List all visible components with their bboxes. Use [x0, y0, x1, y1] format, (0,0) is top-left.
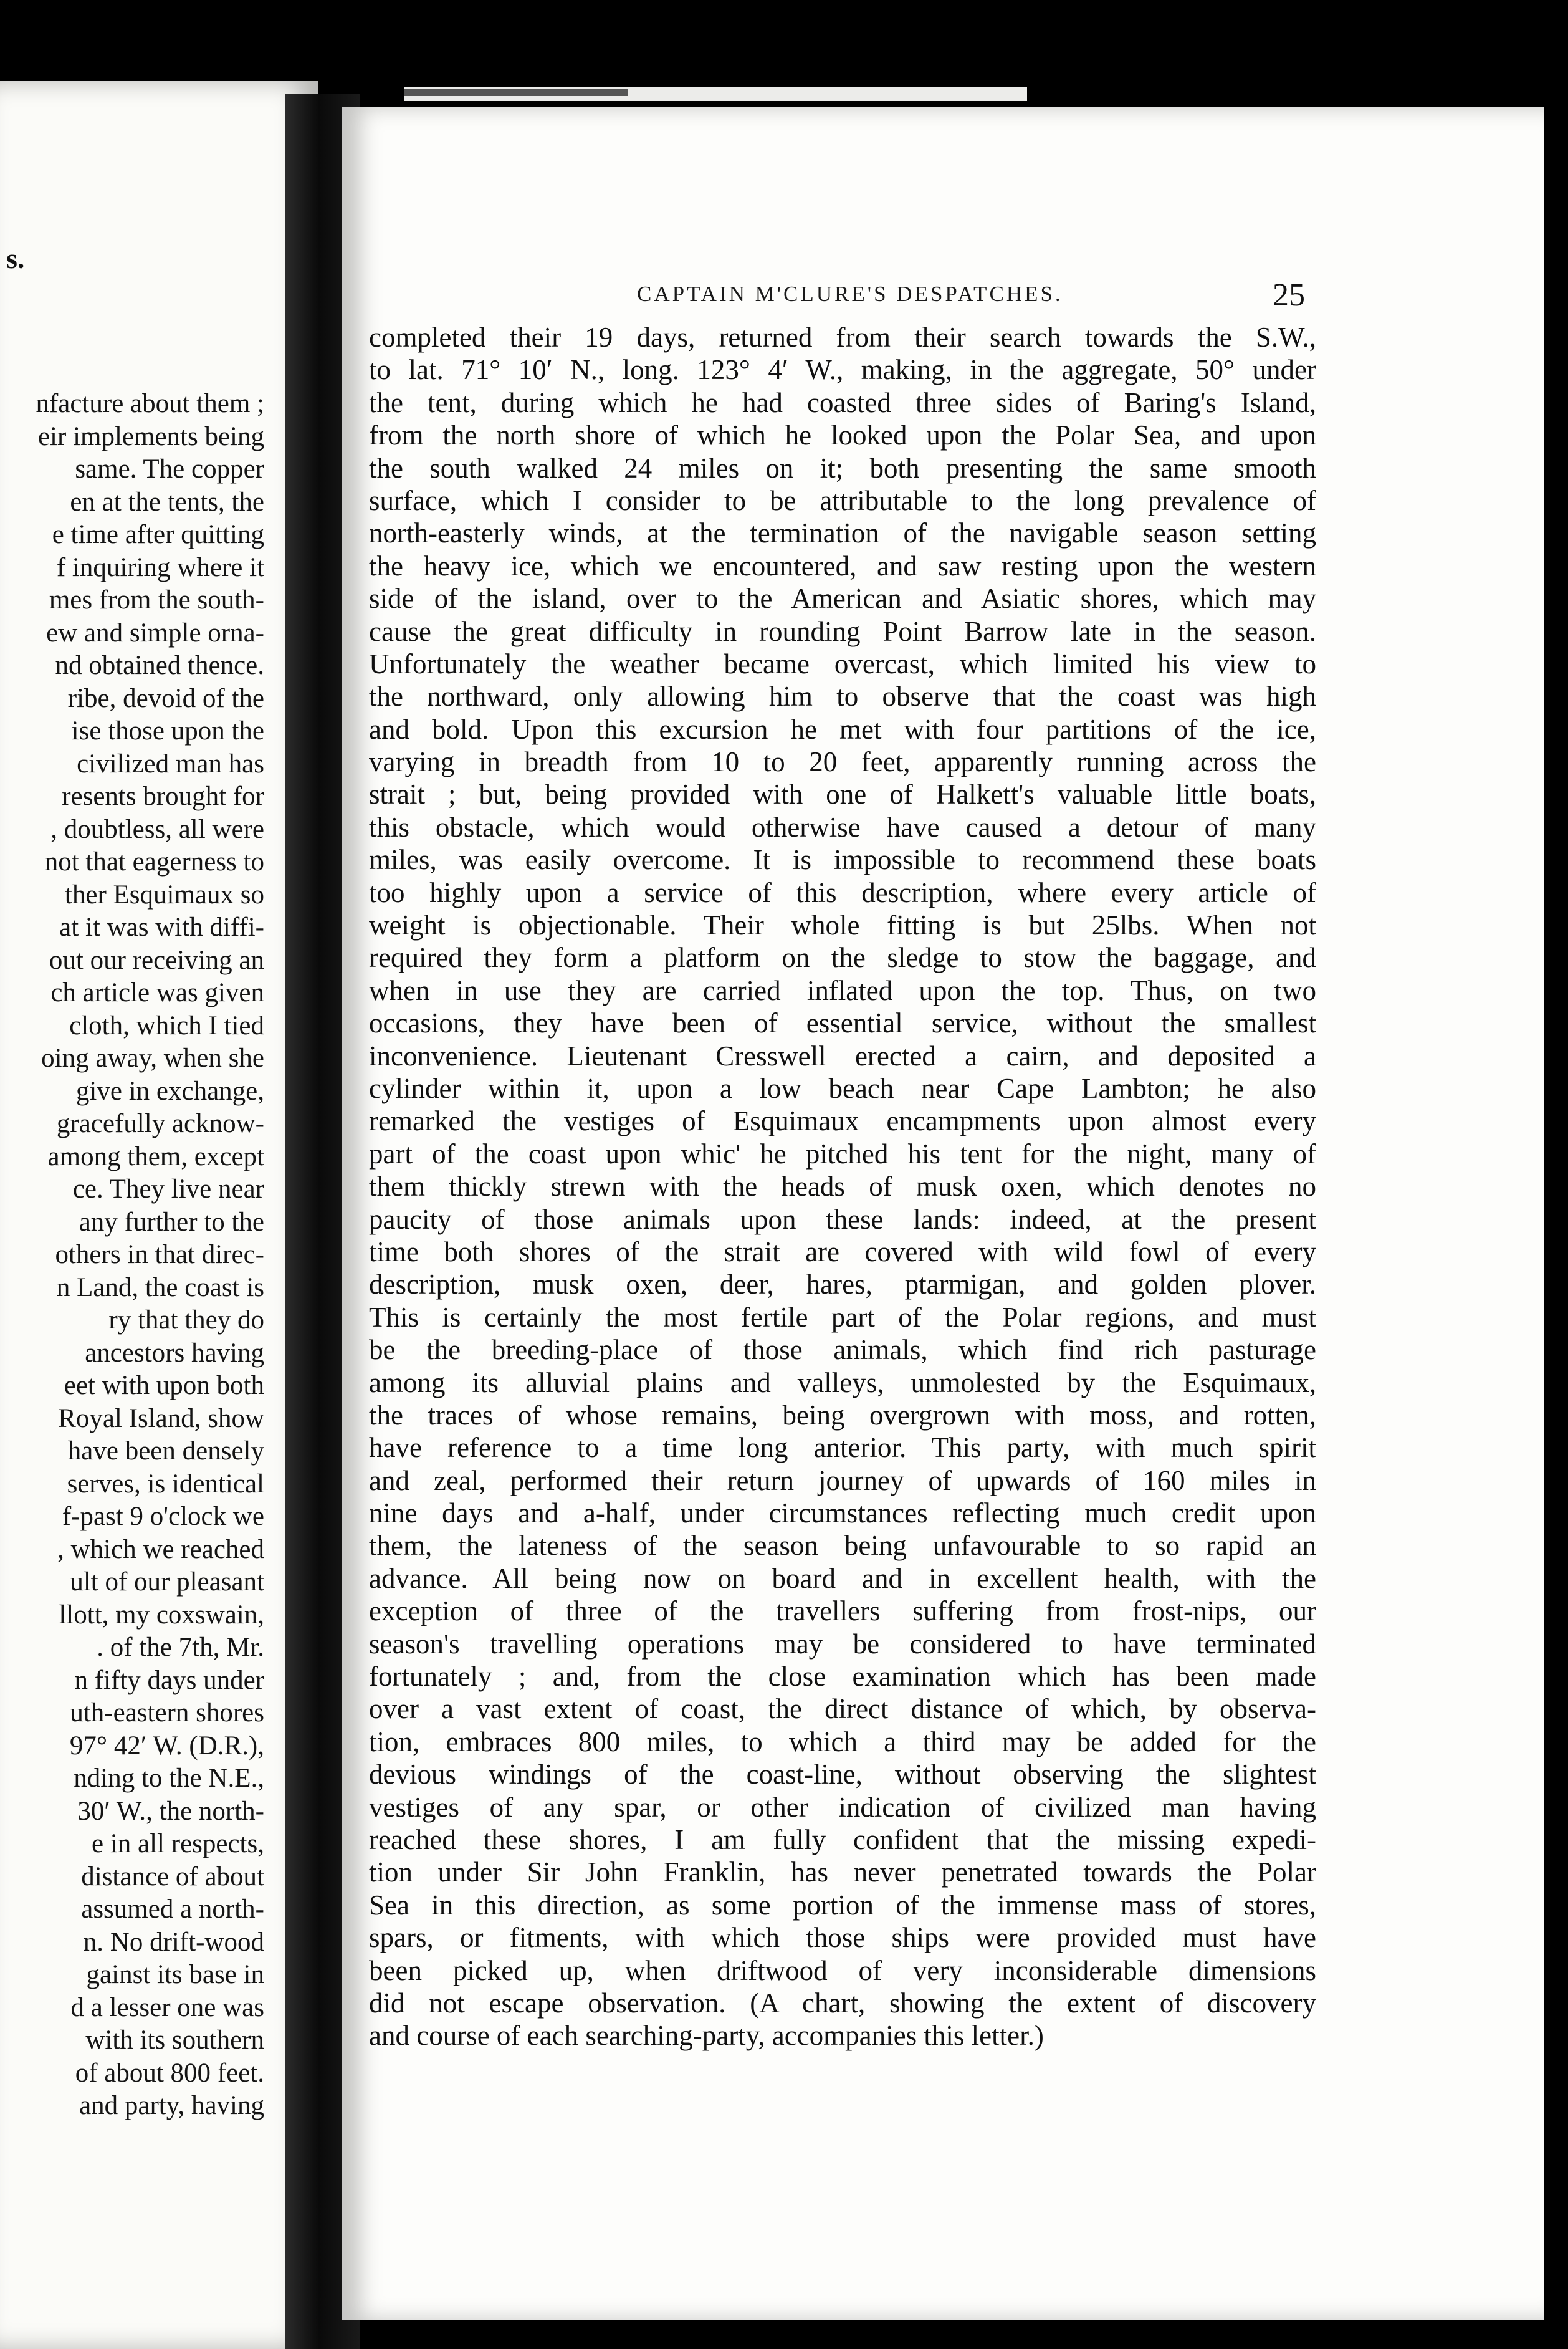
body-text-line: among its alluvial plains and valleys, unmolested by the Esquimaux, — [369, 1367, 1316, 1398]
left-text-line: ch article was given — [50, 978, 264, 1007]
left-text-line: ise those upon the — [71, 716, 264, 746]
body-text-line: cause the great difficulty in rounding Point Barrow late in the season. — [369, 615, 1316, 647]
left-text-line: 30′ W., the north- — [77, 1796, 264, 1826]
left-text-line: llott, my coxswain, — [59, 1600, 264, 1630]
left-text-line: ancestors having — [85, 1338, 264, 1368]
left-text-line: resents brought for — [62, 782, 264, 811]
body-text-line: fortunately ; and, from the close examination which has been made — [369, 1661, 1316, 1693]
body-text-line: and zeal, performed their return journey of upwards of 160 miles in — [369, 1464, 1316, 1496]
left-text-line: among them, except — [47, 1141, 264, 1171]
left-text-line: , which we reached — [57, 1534, 264, 1564]
left-text-line: e time after quitting — [52, 520, 264, 549]
left-text-line: ribe, devoid of the — [67, 683, 264, 713]
body-text-line: paucity of those animals upon these lands: indeed, at the present — [369, 1203, 1316, 1235]
left-text-line: n fifty days under — [74, 1665, 264, 1695]
left-text-line: eet with upon both — [64, 1371, 264, 1400]
edge-mark — [404, 89, 628, 96]
left-text-line: serves, is identical — [67, 1469, 264, 1499]
left-text-line: with its southern — [85, 2025, 264, 2055]
body-text-line: time both shores of the strait are covered with wild fowl of every — [369, 1236, 1316, 1267]
left-text-line: same. The copper — [75, 454, 264, 484]
body-text-line: the heavy ice, which we encountered, and saw resting upon the western — [369, 550, 1316, 582]
left-text-line: , doubtless, all were — [50, 814, 264, 844]
left-text-line: ew and simple orna- — [46, 618, 264, 648]
body-text-line: tion, embraces 800 miles, to which a third may be added for the — [369, 1726, 1316, 1757]
body-text-line: from the north shore of which he looked upon the Polar Sea, and upon — [369, 420, 1316, 451]
body-text-line: required they form a platform on the sledge to stow the baggage, and — [369, 942, 1316, 974]
left-text-line: give in exchange, — [75, 1076, 264, 1106]
body-text-line: cylinder within it, upon a low beach near Cape Lambton; he also — [369, 1072, 1316, 1104]
body-text-line: tion under Sir John Franklin, has never penetrated towards the Polar — [369, 1857, 1316, 1888]
body-text-line: the northward, only allowing him to observe that the coast was high — [369, 681, 1316, 713]
left-text-line: n. No drift-wood — [83, 1927, 264, 1957]
left-text-line: 97° 42′ W. (D.R.), — [69, 1731, 264, 1761]
body-text-line: Unfortunately the weather became overcast, which limited his view to — [369, 648, 1316, 680]
body-text-line: too highly upon a service of this description, where every article of — [369, 877, 1316, 908]
body-text-line: when in use they are carried inflated upon the top. Thus, on two — [369, 974, 1316, 1006]
left-text-line: ce. They live near — [72, 1174, 264, 1204]
body-text-line: be the breeding-place of those animals, which find rich pasturage — [369, 1334, 1316, 1366]
body-text-line: and course of each searching-party, accompanies this letter.) — [369, 2020, 1044, 2052]
left-text-line: uth-eastern shores — [70, 1698, 264, 1727]
body-text-line: season's travelling operations may be considered to have terminated — [369, 1628, 1316, 1660]
left-page-heading: s. — [6, 243, 25, 274]
body-text-line: remarked the vestiges of Esquimaux encampments upon almost every — [369, 1105, 1316, 1137]
left-text-line: mes from the south- — [49, 585, 264, 615]
left-text-line: Royal Island, show — [58, 1403, 264, 1433]
body-text-line: did not escape observation. (A chart, showing the extent of discovery — [369, 1987, 1316, 2019]
left-text-line: f-past 9 o'clock we — [62, 1502, 264, 1531]
page-body-text — [369, 321, 1316, 2052]
body-text-line: exception of three of the travellers suffering from frost-nips, our — [369, 1595, 1316, 1627]
body-text-line: this obstacle, which would otherwise have caused a detour of many — [369, 811, 1316, 843]
body-text-line: occasions, they have been of essential service, without the smallest — [369, 1007, 1316, 1039]
page-number: 25 — [1273, 277, 1305, 313]
body-text-line: them thickly strewn with the heads of musk oxen, which denotes no — [369, 1171, 1316, 1203]
left-text-line: and party, having — [79, 2091, 264, 2120]
left-text-line: eir implements being — [37, 421, 264, 451]
left-text-line: nfacture about them ; — [36, 389, 264, 418]
body-text-line: This is certainly the most fertile part of the Polar regions, and must — [369, 1301, 1316, 1333]
left-text-line: gracefully acknow- — [56, 1109, 264, 1138]
left-text-line: . of the 7th, Mr. — [97, 1633, 264, 1662]
body-text-line: description, musk oxen, deer, hares, ptarmigan, and golden plover. — [369, 1269, 1316, 1300]
body-text-line: spars, or fitments, with which those ships were provided must have — [369, 1922, 1316, 1954]
body-text-line: advance. All being now on board and in excellent health, with the — [369, 1562, 1316, 1594]
left-text-line: any further to the — [79, 1207, 264, 1237]
body-text-line: to lat. 71° 10′ N., long. 123° 4′ W., making, in the aggregate, 50° under — [369, 354, 1316, 386]
body-text-line: part of the coast upon whic' he pitched his tent for the night, many of — [369, 1138, 1316, 1170]
body-text-line: surface, which I consider to be attributable to the long prevalence of — [369, 484, 1316, 516]
body-text-line: the south walked 24 miles on it; both presenting the same smooth — [369, 452, 1316, 484]
body-text-line: been picked up, when driftwood of very inconsiderable dimensions — [369, 1954, 1316, 1986]
body-text-line: devious windings of the coast-line, without observing the slightest — [369, 1759, 1316, 1790]
body-text-line: side of the island, over to the American and Asiatic shores, which may — [369, 583, 1316, 615]
left-text-line: cloth, which I tied — [69, 1011, 264, 1040]
left-text-line: en at the tents, the — [70, 487, 264, 517]
left-text-line: others in that direc- — [55, 1240, 264, 1269]
left-text-line: nd obtained thence. — [55, 651, 264, 680]
body-text-line: strait ; but, being provided with one of Halkett's valuable little boats, — [369, 779, 1316, 810]
left-page — [0, 81, 318, 2349]
left-text-line: d a lesser one was — [70, 1992, 264, 2022]
left-text-line: distance of about — [81, 1861, 264, 1891]
left-text-line: have been densely — [67, 1436, 264, 1466]
body-text-line: north-easterly winds, at the termination of the navigable season setting — [369, 517, 1316, 549]
body-text-line: the tent, during which he had coasted three sides of Baring's Island, — [369, 387, 1316, 418]
body-text-line: weight is objectionable. Their whole fitting is but 25lbs. When not — [369, 910, 1316, 941]
left-text-line: ther Esquimaux so — [64, 880, 264, 910]
left-text-line: assumed a north- — [81, 1895, 264, 1924]
left-text-line: f inquiring where it — [56, 552, 264, 582]
body-text-line: miles, was easily overcome. It is impossible to recommend these boats — [369, 844, 1316, 876]
body-text-line: nine days and a-half, under circumstances reflecting much credit upon — [369, 1497, 1316, 1529]
body-text-line: them, the lateness of the season being unfavourable to so rapid an — [369, 1530, 1316, 1562]
left-page-text — [36, 388, 264, 2123]
left-text-line: ry that they do — [108, 1305, 264, 1335]
left-text-line: of about 800 feet. — [75, 2058, 264, 2088]
body-text-line: reached these shores, I am fully confident that the missing expedi- — [369, 1823, 1316, 1855]
top-edge-strip — [404, 87, 1027, 101]
left-text-line: civilized man has — [77, 749, 264, 779]
left-text-line: at it was with diffi- — [59, 913, 264, 942]
body-text-line: completed their 19 days, returned from their search towards the S.W., — [369, 322, 1316, 353]
left-text-line: oing away, when she — [41, 1044, 264, 1073]
left-text-line: out our receiving an — [49, 945, 264, 975]
left-text-line: not that eagerness to — [44, 847, 264, 877]
left-text-line: gainst its base in — [86, 1960, 264, 1989]
left-text-line: nding to the N.E., — [74, 1764, 264, 1793]
body-text-line: Sea in this direction, as some portion of the immense mass of stores, — [369, 1889, 1316, 1921]
body-text-line: inconvenience. Lieutenant Cresswell erected a cairn, and deposited a — [369, 1040, 1316, 1072]
running-head: CAPTAIN M'CLURE'S DESPATCHES. — [637, 282, 1063, 306]
left-text-line: n Land, the coast is — [56, 1272, 264, 1302]
body-text-line: and bold. Upon this excursion he met with four partitions of the ice, — [369, 713, 1316, 745]
body-text-line: varying in breadth from 10 to 20 feet, apparently running across the — [369, 746, 1316, 778]
body-text-line: have reference to a time long anterior. This party, with much spirit — [369, 1432, 1316, 1464]
body-text-line: the traces of whose remains, being overgrown with moss, and rotten, — [369, 1399, 1316, 1431]
left-text-line: ult of our pleasant — [70, 1567, 264, 1597]
body-text-line: over a vast extent of coast, the direct distance of which, by observa- — [369, 1693, 1316, 1725]
left-text-line: e in all respects, — [91, 1829, 264, 1858]
body-text-line: vestiges of any spar, or other indication of civilized man having — [369, 1791, 1316, 1823]
